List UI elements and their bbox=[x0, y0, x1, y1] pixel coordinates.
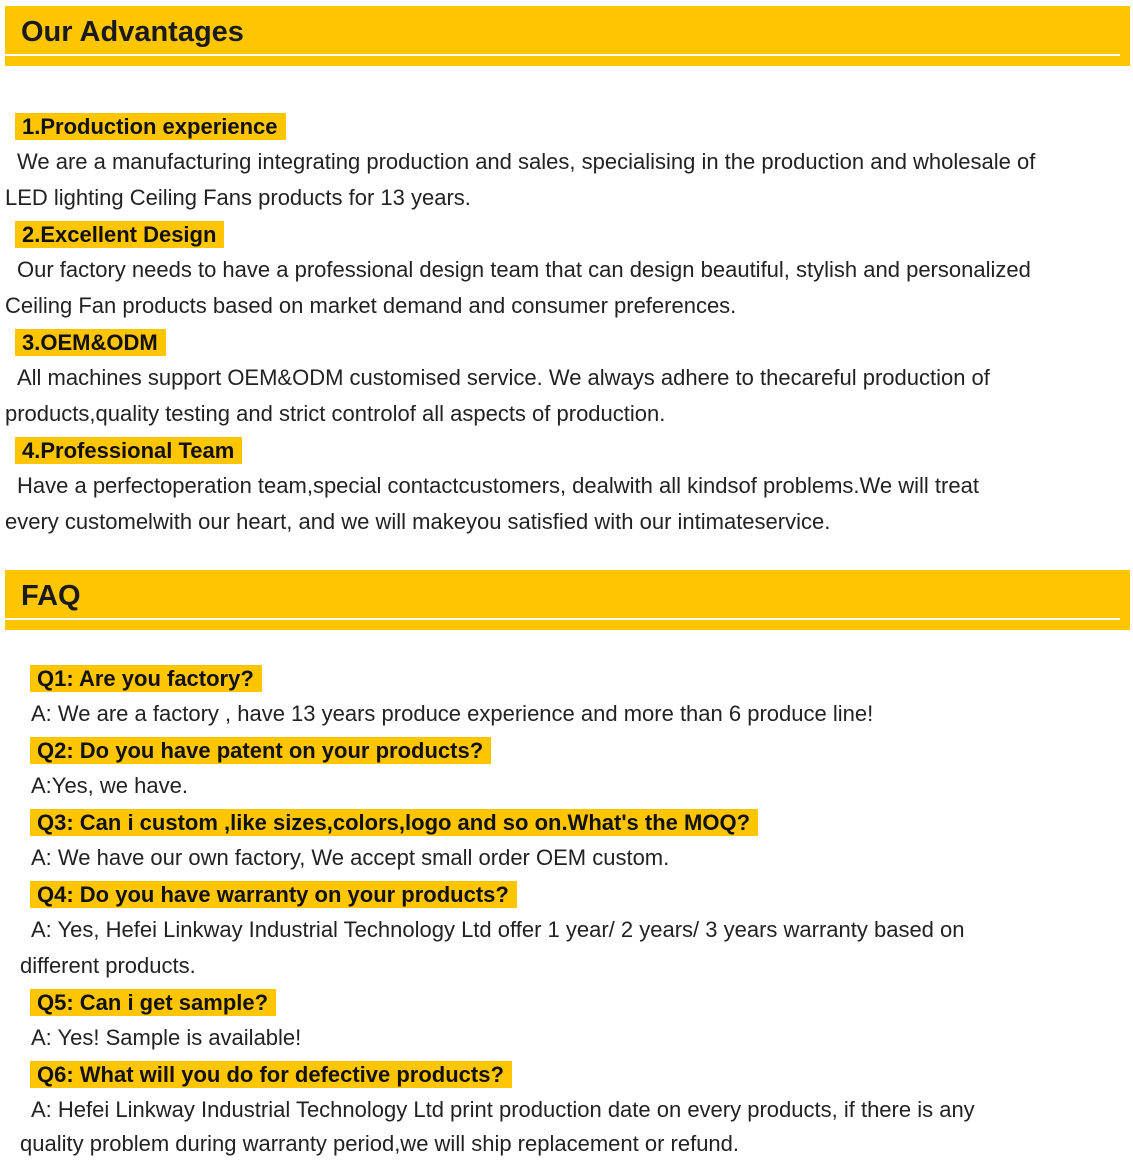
faq-answer-4-line1: A: Yes, Hefei Linkway Industrial Technology Ltd offer 1 year/ 2 years/ 3 years warranty based on bbox=[31, 917, 965, 942]
advantage-heading-2: 2.Excellent Design bbox=[15, 221, 224, 248]
faq-question-2: Q2: Do you have patent on your products? bbox=[30, 737, 491, 764]
advantage-text-4-line2: every customelwith our heart, and we will makeyou satisfied with our intimateservice. bbox=[5, 509, 831, 534]
faq-answer-6-line2: quality problem during warranty period,we will ship replacement or refund. bbox=[20, 1131, 740, 1156]
advantage-heading-4: 4.Professional Team bbox=[15, 437, 242, 464]
advantage-heading-1: 1.Production experience bbox=[15, 113, 286, 140]
header-divider bbox=[5, 54, 1120, 56]
faq-question-3: Q3: Can i custom ,like sizes,colors,logo and so on.What's the MOQ? bbox=[30, 809, 758, 836]
advantage-text-4-line1: Have a perfectoperation team,special contactcustomers, dealwith all kindsof problems.We will treat bbox=[17, 473, 979, 498]
faq-question-6: Q6: What will you do for defective products? bbox=[30, 1061, 512, 1088]
faq-question-4: Q4: Do you have warranty on your products? bbox=[30, 881, 517, 908]
faq-answer-4-line2: different products. bbox=[20, 953, 196, 978]
advantage-text-2-line2: Ceiling Fan products based on market demand and consumer preferences. bbox=[5, 293, 737, 318]
header-divider bbox=[5, 618, 1120, 620]
faq-question-1: Q1: Are you factory? bbox=[30, 665, 262, 692]
faq-title: FAQ bbox=[21, 580, 81, 612]
advantage-text-2-line1: Our factory needs to have a professional design team that can design beautiful, stylish and personalized bbox=[17, 257, 1031, 282]
faq-answer-3: A: We have our own factory, We accept small order OEM custom. bbox=[31, 845, 670, 870]
advantage-text-1-line2: LED lighting Ceiling Fans products for 13 years. bbox=[5, 185, 471, 210]
faq-answer-1: A: We are a factory , have 13 years produce experience and more than 6 produce line! bbox=[31, 701, 874, 726]
advantage-heading-3: 3.OEM&ODM bbox=[15, 329, 166, 356]
faq-answer-2: A:Yes, we have. bbox=[31, 773, 188, 798]
advantage-text-1-line1: We are a manufacturing integrating production and sales, specialising in the production and wholesale of bbox=[17, 149, 1036, 174]
advantage-text-3-line1: All machines support OEM&ODM customised service. We always adhere to thecareful production of bbox=[17, 365, 990, 390]
faq-answer-6-line1: A: Hefei Linkway Industrial Technology Ltd print production date on every products, if there is any bbox=[31, 1097, 975, 1122]
advantages-header bbox=[5, 6, 1130, 66]
faq-answer-5: A: Yes! Sample is available! bbox=[31, 1025, 302, 1050]
advantage-text-3-line2: products,quality testing and strict controlof all aspects of production. bbox=[5, 401, 666, 426]
faq-question-5: Q5: Can i get sample? bbox=[30, 989, 276, 1016]
advantages-title: Our Advantages bbox=[21, 16, 244, 48]
faq-header bbox=[5, 570, 1130, 630]
